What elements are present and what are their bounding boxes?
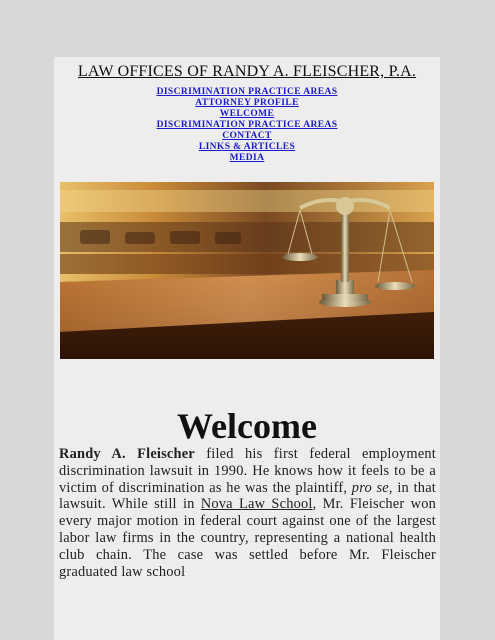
intro-paragraph xyxy=(59,446,436,580)
paragraph-text: , in that lawsuit. While still in xyxy=(59,479,436,513)
nav-link-discrimination-practice-areas-2[interactable]: DISCRIMINATION PRACTICE AREAS xyxy=(156,120,338,130)
nav-link-media[interactable]: MEDIA xyxy=(229,153,265,163)
paragraph-text: , Mr. Fleischer won every major motion in federal court against one of the largest labor law firms in the country, representing a national health club chain. The case was settled before Mr. Fleischer graduated law school xyxy=(59,496,436,580)
attorney-name: Randy A. Fleischer xyxy=(59,446,195,462)
site-title: LAW OFFICES OF RANDY A. FLEISCHER, P.A. xyxy=(77,63,417,80)
emphasis-text: pro se xyxy=(351,479,389,496)
nav-link-links-articles[interactable]: LINKS & ARTICLES xyxy=(198,142,296,152)
nav-link-contact[interactable]: CONTACT xyxy=(222,131,272,141)
page-heading: Welcome xyxy=(177,406,317,446)
hero-image-scales-of-justice xyxy=(60,182,434,359)
scales-of-justice-icon xyxy=(60,182,434,359)
main-nav xyxy=(54,87,440,164)
nav-link-discrimination-practice-areas[interactable]: DISCRIMINATION PRACTICE AREAS xyxy=(156,87,338,97)
site-header xyxy=(54,57,440,164)
paragraph-text: filed his first federal employment discrimination lawsuit in 1990. He knows how it feels to be a victim of discrimination as he was the plaintiff, xyxy=(59,446,436,496)
nova-law-school-link[interactable]: Nova Law School xyxy=(200,496,313,513)
nav-link-welcome[interactable]: WELCOME xyxy=(219,109,275,119)
nav-link-attorney-profile[interactable]: ATTORNEY PROFILE xyxy=(195,98,299,108)
document-page xyxy=(54,57,440,640)
